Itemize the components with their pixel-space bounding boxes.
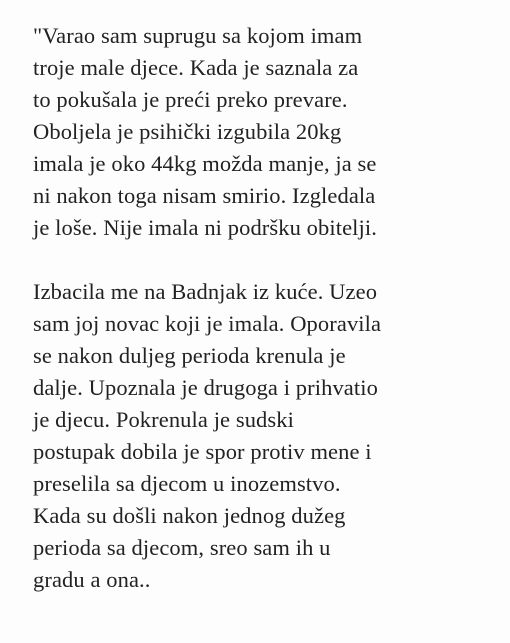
paragraph-2: [33, 276, 503, 596]
text-line: postupak dobila je spor protiv mene i: [33, 439, 372, 464]
text-line: je djecu. Pokrenula je sudski: [33, 407, 294, 432]
text-line: troje male djece. Kada je saznala za: [33, 55, 359, 80]
text-line: Kada su došli nakon jednog dužeg: [33, 503, 346, 528]
text-line: to pokušala je preći preko prevare.: [33, 87, 348, 112]
paragraph-1: [33, 20, 503, 244]
text-line: je loše. Nije imala ni podršku obitelji.: [33, 215, 377, 240]
text-line: perioda sa djecom, sreo sam ih u: [33, 535, 331, 560]
post-text: [33, 20, 503, 596]
text-line: dalje. Upoznala je drugoga i prihvatio: [33, 375, 378, 400]
text-line: sam joj novac koji je imala. Oporavila: [33, 311, 382, 336]
paragraph-spacer: [33, 244, 503, 276]
text-line: se nakon duljeg perioda krenula je: [33, 343, 346, 368]
text-line: Oboljela je psihički izgubila 20kg: [33, 119, 342, 144]
text-line: gradu a ona..: [33, 567, 151, 592]
text-line: "Varao sam suprugu sa kojom imam: [33, 23, 363, 48]
text-line: Izbacila me na Badnjak iz kuće. Uzeo: [33, 279, 378, 304]
text-line: preselila sa djecom u inozemstvo.: [33, 471, 341, 496]
text-line: ni nakon toga nisam smirio. Izgledala: [33, 183, 376, 208]
text-line: imala je oko 44kg možda manje, ja se: [33, 151, 377, 176]
